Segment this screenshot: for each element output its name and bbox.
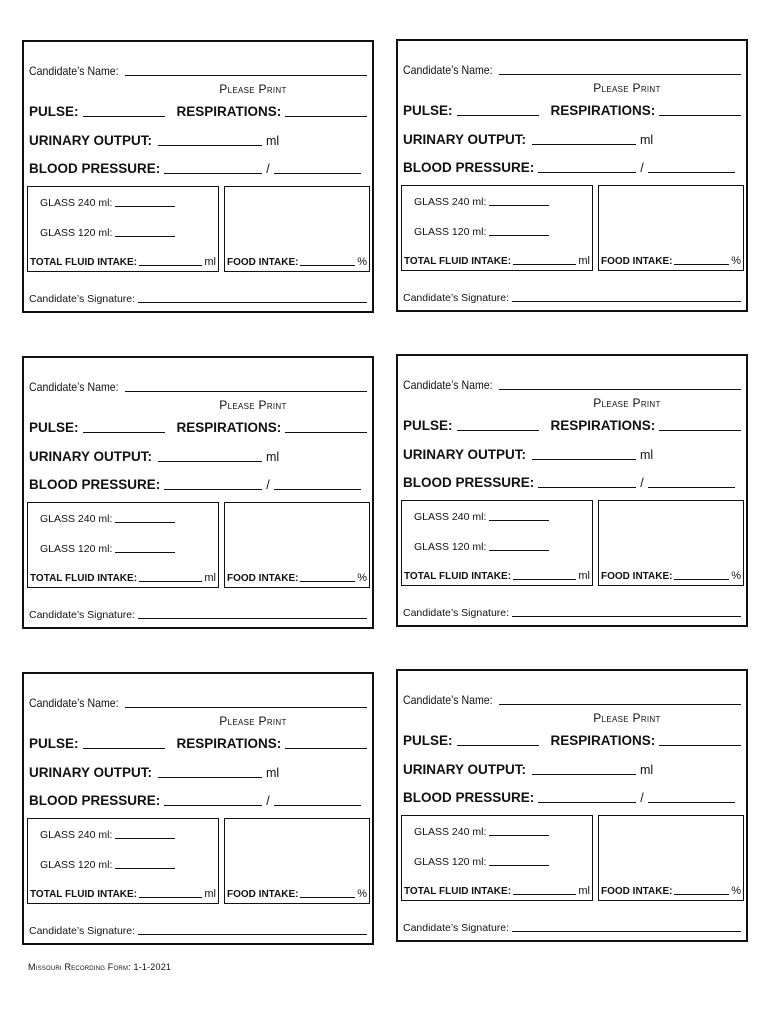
glass-120-field[interactable] bbox=[115, 868, 175, 869]
total-fluid-unit: ml bbox=[204, 888, 216, 900]
urinary-output-field[interactable] bbox=[532, 459, 636, 460]
fluid-intake-box bbox=[27, 186, 219, 272]
pulse-row bbox=[403, 733, 741, 748]
urinary-output-row bbox=[29, 765, 367, 780]
systolic-field[interactable] bbox=[538, 172, 636, 173]
bp-separator: / bbox=[640, 161, 644, 175]
glass-240-field[interactable] bbox=[115, 522, 175, 523]
diastolic-field[interactable] bbox=[274, 489, 361, 490]
food-intake-label: FOOD INTAKE: bbox=[227, 257, 299, 268]
urinary-output-field[interactable] bbox=[158, 777, 262, 778]
food-intake-label: FOOD INTAKE: bbox=[227, 889, 299, 900]
respirations-field[interactable] bbox=[285, 748, 367, 749]
fluid-intake-box bbox=[27, 818, 219, 904]
blood-pressure-label: BLOOD PRESSURE: bbox=[29, 161, 161, 176]
respirations-label: RESPIRATIONS: bbox=[550, 103, 656, 118]
pulse-label: PULSE: bbox=[403, 733, 453, 748]
glass-240-row bbox=[40, 829, 175, 841]
glass-120-field[interactable] bbox=[115, 552, 175, 553]
pulse-label: PULSE: bbox=[29, 420, 79, 435]
food-intake-box bbox=[224, 186, 370, 272]
blood-pressure-row bbox=[29, 793, 367, 808]
signature-field[interactable] bbox=[512, 931, 741, 932]
candidate-name-field[interactable] bbox=[499, 704, 741, 705]
respirations-label: RESPIRATIONS: bbox=[176, 420, 282, 435]
blood-pressure-label: BLOOD PRESSURE: bbox=[403, 160, 535, 175]
respirations-field[interactable] bbox=[659, 745, 741, 746]
blood-pressure-row bbox=[403, 790, 741, 805]
pulse-field[interactable] bbox=[457, 430, 539, 431]
candidate-name-field[interactable] bbox=[125, 391, 367, 392]
total-fluid-unit: ml bbox=[578, 885, 590, 897]
glass-240-row bbox=[414, 511, 549, 523]
candidate-name-field[interactable] bbox=[499, 74, 741, 75]
bp-separator: / bbox=[266, 162, 270, 176]
glass-240-label: GLASS 240 ml: bbox=[414, 826, 487, 838]
total-fluid-field[interactable] bbox=[139, 897, 202, 898]
candidate-name-label: Candidate’s Name: bbox=[403, 63, 493, 77]
systolic-field[interactable] bbox=[164, 805, 262, 806]
total-fluid-field[interactable] bbox=[513, 894, 576, 895]
recording-card-5 bbox=[22, 672, 374, 945]
urinary-output-row bbox=[403, 762, 741, 777]
glass-120-row bbox=[414, 541, 549, 553]
pulse-row bbox=[403, 418, 741, 433]
respirations-field[interactable] bbox=[285, 116, 367, 117]
total-fluid-field[interactable] bbox=[513, 264, 576, 265]
total-fluid-row bbox=[404, 885, 590, 897]
urinary-output-label: URINARY OUTPUT: bbox=[29, 133, 153, 148]
glass-120-label: GLASS 120 ml: bbox=[40, 227, 113, 239]
pulse-field[interactable] bbox=[83, 116, 165, 117]
please-print-note: Please Print bbox=[593, 81, 661, 95]
glass-120-row bbox=[40, 543, 175, 555]
bp-separator: / bbox=[640, 476, 644, 490]
candidate-name-row bbox=[403, 63, 741, 77]
food-intake-unit: % bbox=[357, 572, 367, 584]
fluid-intake-box bbox=[27, 502, 219, 588]
candidate-name-row bbox=[403, 378, 741, 392]
total-fluid-label: TOTAL FLUID INTAKE: bbox=[30, 573, 138, 584]
food-intake-unit: % bbox=[357, 888, 367, 900]
pulse-row bbox=[29, 420, 367, 435]
urinary-unit: ml bbox=[640, 133, 654, 147]
urinary-unit: ml bbox=[266, 134, 280, 148]
glass-120-label: GLASS 120 ml: bbox=[414, 226, 487, 238]
urinary-output-label: URINARY OUTPUT: bbox=[403, 762, 527, 777]
signature-label: Candidate’s Signature: bbox=[403, 607, 510, 619]
glass-240-field[interactable] bbox=[489, 205, 549, 206]
total-fluid-label: TOTAL FLUID INTAKE: bbox=[30, 889, 138, 900]
food-intake-field[interactable] bbox=[674, 894, 729, 895]
glass-120-row bbox=[414, 226, 549, 238]
please-print-note: Please Print bbox=[593, 396, 661, 410]
food-intake-unit: % bbox=[731, 255, 741, 267]
fluid-intake-box bbox=[401, 815, 593, 901]
signature-field[interactable] bbox=[138, 302, 367, 303]
candidate-name-row bbox=[29, 696, 367, 710]
candidate-name-label: Candidate’s Name: bbox=[403, 693, 493, 707]
urinary-output-label: URINARY OUTPUT: bbox=[403, 132, 527, 147]
urinary-unit: ml bbox=[266, 766, 280, 780]
blood-pressure-label: BLOOD PRESSURE: bbox=[29, 793, 161, 808]
food-intake-field[interactable] bbox=[300, 897, 355, 898]
total-fluid-unit: ml bbox=[204, 256, 216, 268]
food-intake-row bbox=[601, 255, 741, 267]
systolic-field[interactable] bbox=[164, 489, 262, 490]
pulse-label: PULSE: bbox=[403, 418, 453, 433]
footer-text: Missouri Recording Form: 1-1-2021 bbox=[28, 962, 172, 972]
urinary-output-label: URINARY OUTPUT: bbox=[29, 765, 153, 780]
pulse-row bbox=[29, 736, 367, 751]
food-intake-box bbox=[598, 185, 744, 271]
food-intake-box bbox=[598, 815, 744, 901]
signature-row bbox=[403, 607, 741, 619]
urinary-unit: ml bbox=[640, 763, 654, 777]
pulse-row bbox=[403, 103, 741, 118]
urinary-unit: ml bbox=[640, 448, 654, 462]
urinary-output-row bbox=[403, 132, 741, 147]
signature-row bbox=[403, 922, 741, 934]
urinary-output-label: URINARY OUTPUT: bbox=[403, 447, 527, 462]
systolic-field[interactable] bbox=[164, 173, 262, 174]
systolic-field[interactable] bbox=[538, 487, 636, 488]
urinary-output-row bbox=[29, 133, 367, 148]
diastolic-field[interactable] bbox=[274, 173, 361, 174]
glass-240-label: GLASS 240 ml: bbox=[414, 511, 487, 523]
food-intake-row bbox=[601, 885, 741, 897]
urinary-output-field[interactable] bbox=[532, 144, 636, 145]
blood-pressure-row bbox=[29, 477, 367, 492]
urinary-output-field[interactable] bbox=[532, 774, 636, 775]
respirations-label: RESPIRATIONS: bbox=[176, 104, 282, 119]
recording-card-4 bbox=[396, 354, 748, 627]
diastolic-field[interactable] bbox=[648, 802, 735, 803]
systolic-field[interactable] bbox=[538, 802, 636, 803]
glass-240-field[interactable] bbox=[489, 835, 549, 836]
total-fluid-row bbox=[404, 255, 590, 267]
candidate-name-field[interactable] bbox=[125, 75, 367, 76]
food-intake-label: FOOD INTAKE: bbox=[601, 886, 673, 897]
glass-240-row bbox=[414, 826, 549, 838]
glass-120-field[interactable] bbox=[489, 550, 549, 551]
urinary-output-row bbox=[403, 447, 741, 462]
glass-120-row bbox=[414, 856, 549, 868]
blood-pressure-row bbox=[403, 475, 741, 490]
urinary-output-field[interactable] bbox=[158, 461, 262, 462]
candidate-name-row bbox=[403, 693, 741, 707]
glass-240-field[interactable] bbox=[115, 206, 175, 207]
signature-label: Candidate’s Signature: bbox=[403, 292, 510, 304]
candidate-name-label: Candidate’s Name: bbox=[29, 380, 119, 394]
food-intake-box bbox=[598, 500, 744, 586]
total-fluid-label: TOTAL FLUID INTAKE: bbox=[404, 256, 512, 267]
food-intake-unit: % bbox=[731, 885, 741, 897]
candidate-name-field[interactable] bbox=[499, 389, 741, 390]
glass-240-row bbox=[40, 197, 175, 209]
pulse-field[interactable] bbox=[457, 115, 539, 116]
total-fluid-unit: ml bbox=[204, 572, 216, 584]
total-fluid-unit: ml bbox=[578, 570, 590, 582]
candidate-name-row bbox=[29, 380, 367, 394]
glass-240-label: GLASS 240 ml: bbox=[40, 513, 113, 525]
respirations-label: RESPIRATIONS: bbox=[550, 418, 656, 433]
urinary-output-label: URINARY OUTPUT: bbox=[29, 449, 153, 464]
food-intake-label: FOOD INTAKE: bbox=[227, 573, 299, 584]
glass-240-row bbox=[414, 196, 549, 208]
blood-pressure-label: BLOOD PRESSURE: bbox=[403, 790, 535, 805]
signature-label: Candidate’s Signature: bbox=[403, 922, 510, 934]
total-fluid-label: TOTAL FLUID INTAKE: bbox=[30, 257, 138, 268]
pulse-field[interactable] bbox=[457, 745, 539, 746]
pulse-label: PULSE: bbox=[29, 104, 79, 119]
glass-120-label: GLASS 120 ml: bbox=[414, 541, 487, 553]
recording-card-1 bbox=[22, 40, 374, 313]
signature-row bbox=[403, 292, 741, 304]
signature-field[interactable] bbox=[512, 301, 741, 302]
glass-240-field[interactable] bbox=[115, 838, 175, 839]
glass-120-field[interactable] bbox=[489, 865, 549, 866]
bp-separator: / bbox=[266, 794, 270, 808]
food-intake-label: FOOD INTAKE: bbox=[601, 256, 673, 267]
total-fluid-row bbox=[30, 572, 216, 584]
candidate-name-row bbox=[29, 64, 367, 78]
blood-pressure-label: BLOOD PRESSURE: bbox=[29, 477, 161, 492]
glass-120-row bbox=[40, 859, 175, 871]
food-intake-row bbox=[227, 888, 367, 900]
food-intake-label: FOOD INTAKE: bbox=[601, 571, 673, 582]
food-intake-box bbox=[224, 502, 370, 588]
recording-card-3 bbox=[22, 356, 374, 629]
total-fluid-field[interactable] bbox=[513, 579, 576, 580]
candidate-name-label: Candidate’s Name: bbox=[403, 378, 493, 392]
food-intake-box bbox=[224, 818, 370, 904]
diastolic-field[interactable] bbox=[274, 805, 361, 806]
food-intake-row bbox=[601, 570, 741, 582]
glass-240-label: GLASS 240 ml: bbox=[414, 196, 487, 208]
bp-separator: / bbox=[266, 478, 270, 492]
please-print-note: Please Print bbox=[219, 714, 287, 728]
respirations-field[interactable] bbox=[285, 432, 367, 433]
urinary-output-row bbox=[29, 449, 367, 464]
urinary-unit: ml bbox=[266, 450, 280, 464]
signature-label: Candidate’s Signature: bbox=[29, 609, 136, 621]
recording-card-2 bbox=[396, 39, 748, 312]
pulse-row bbox=[29, 104, 367, 119]
pulse-label: PULSE: bbox=[29, 736, 79, 751]
signature-field[interactable] bbox=[138, 618, 367, 619]
total-fluid-row bbox=[404, 570, 590, 582]
blood-pressure-label: BLOOD PRESSURE: bbox=[403, 475, 535, 490]
please-print-note: Please Print bbox=[219, 82, 287, 96]
glass-120-row bbox=[40, 227, 175, 239]
total-fluid-field[interactable] bbox=[139, 265, 202, 266]
food-intake-field[interactable] bbox=[300, 265, 355, 266]
total-fluid-unit: ml bbox=[578, 255, 590, 267]
candidate-name-label: Candidate’s Name: bbox=[29, 696, 119, 710]
total-fluid-label: TOTAL FLUID INTAKE: bbox=[404, 571, 512, 582]
fluid-intake-box bbox=[401, 185, 593, 271]
blood-pressure-row bbox=[403, 160, 741, 175]
glass-240-label: GLASS 240 ml: bbox=[40, 197, 113, 209]
fluid-intake-box bbox=[401, 500, 593, 586]
total-fluid-field[interactable] bbox=[139, 581, 202, 582]
glass-240-row bbox=[40, 513, 175, 525]
total-fluid-row bbox=[30, 888, 216, 900]
diastolic-field[interactable] bbox=[648, 172, 735, 173]
food-intake-field[interactable] bbox=[674, 264, 729, 265]
food-intake-field[interactable] bbox=[674, 579, 729, 580]
please-print-note: Please Print bbox=[219, 398, 287, 412]
blood-pressure-row bbox=[29, 161, 367, 176]
respirations-field[interactable] bbox=[659, 115, 741, 116]
signature-field[interactable] bbox=[512, 616, 741, 617]
recording-card-6 bbox=[396, 669, 748, 942]
glass-120-label: GLASS 120 ml: bbox=[40, 543, 113, 555]
food-intake-unit: % bbox=[731, 570, 741, 582]
candidate-name-field[interactable] bbox=[125, 707, 367, 708]
candidate-name-label: Candidate’s Name: bbox=[29, 64, 119, 78]
glass-240-label: GLASS 240 ml: bbox=[40, 829, 113, 841]
glass-240-field[interactable] bbox=[489, 520, 549, 521]
total-fluid-label: TOTAL FLUID INTAKE: bbox=[404, 886, 512, 897]
food-intake-field[interactable] bbox=[300, 581, 355, 582]
pulse-label: PULSE: bbox=[403, 103, 453, 118]
glass-120-field[interactable] bbox=[115, 236, 175, 237]
signature-label: Candidate’s Signature: bbox=[29, 293, 136, 305]
please-print-note: Please Print bbox=[593, 711, 661, 725]
signature-field[interactable] bbox=[138, 934, 367, 935]
form-footer bbox=[28, 962, 171, 972]
glass-120-label: GLASS 120 ml: bbox=[40, 859, 113, 871]
respirations-field[interactable] bbox=[659, 430, 741, 431]
signature-row bbox=[29, 925, 367, 937]
food-intake-row bbox=[227, 256, 367, 268]
bp-separator: / bbox=[640, 791, 644, 805]
signature-label: Candidate’s Signature: bbox=[29, 925, 136, 937]
glass-120-field[interactable] bbox=[489, 235, 549, 236]
glass-120-label: GLASS 120 ml: bbox=[414, 856, 487, 868]
diastolic-field[interactable] bbox=[648, 487, 735, 488]
signature-row bbox=[29, 609, 367, 621]
pulse-field[interactable] bbox=[83, 432, 165, 433]
signature-row bbox=[29, 293, 367, 305]
urinary-output-field[interactable] bbox=[158, 145, 262, 146]
respirations-label: RESPIRATIONS: bbox=[550, 733, 656, 748]
food-intake-row bbox=[227, 572, 367, 584]
pulse-field[interactable] bbox=[83, 748, 165, 749]
respirations-label: RESPIRATIONS: bbox=[176, 736, 282, 751]
total-fluid-row bbox=[30, 256, 216, 268]
food-intake-unit: % bbox=[357, 256, 367, 268]
